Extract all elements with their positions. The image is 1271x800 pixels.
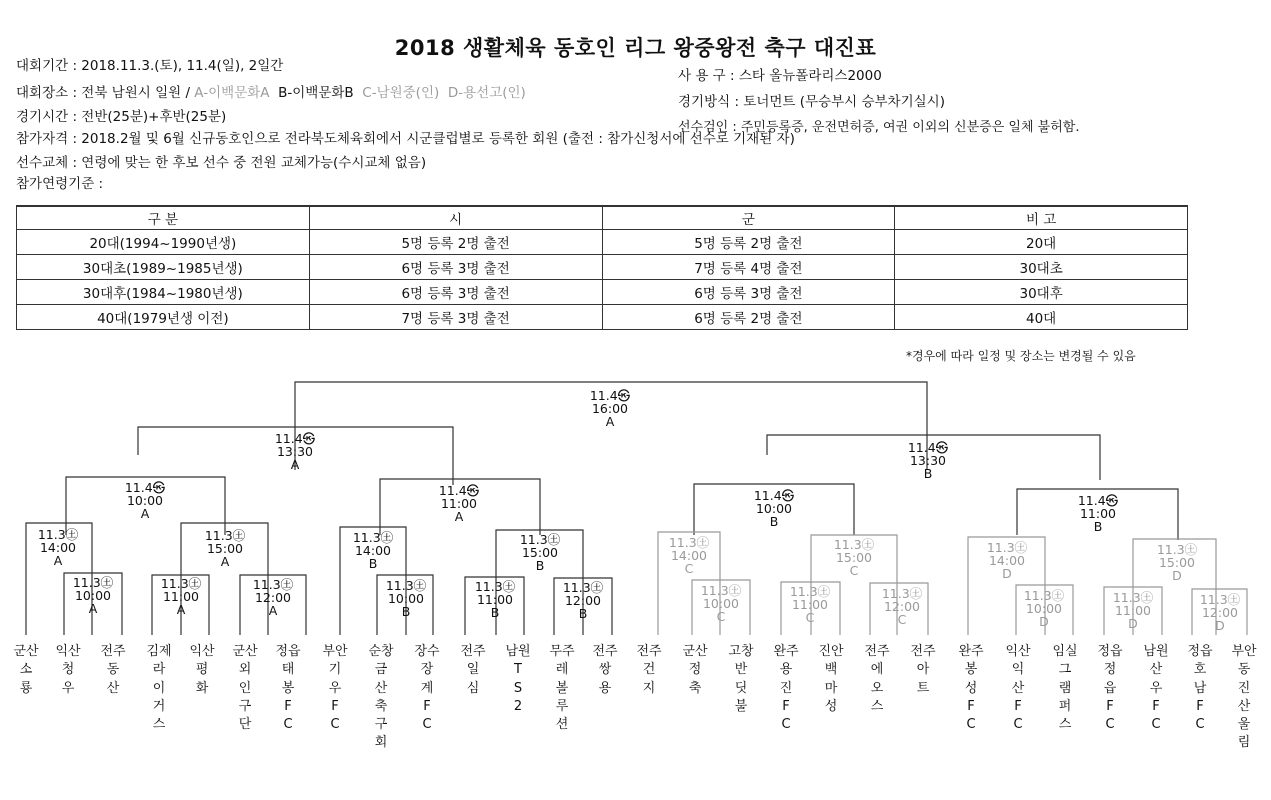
team-name-char: 회: [374, 735, 388, 751]
match-r1-10: [1024, 589, 1064, 628]
team-name-char: 산: [374, 680, 388, 696]
team-name-char: 전주: [636, 644, 662, 659]
team-name-char: 봉: [281, 680, 295, 696]
match-date: 11.3㊏: [881, 586, 923, 601]
team-name-char: 산: [1011, 680, 1025, 696]
team-name-char: 호: [1193, 662, 1207, 678]
team-name-char: 청: [61, 662, 75, 678]
team-name-char: 남원: [1143, 644, 1169, 659]
team-name: [321, 643, 349, 734]
match-r1-8: [790, 585, 830, 624]
match-date: 11.3㊏: [204, 528, 246, 543]
cell: 30대후: [895, 280, 1188, 305]
team-name-char: 마: [824, 680, 838, 696]
team-name-char: F: [1152, 698, 1160, 714]
team-name-char: 계: [420, 680, 434, 696]
match-date: 11.4㉿: [753, 488, 795, 503]
match-time: 12:00: [254, 590, 292, 605]
match-venue: B: [1093, 519, 1103, 534]
match-date: 11.3㊏: [252, 577, 294, 592]
team-name: [1051, 643, 1079, 734]
team-name-char: 심: [466, 680, 480, 696]
team-name-char: 동: [1237, 662, 1251, 678]
cell: 6명 등록 3명 출전: [309, 280, 602, 305]
team-name-char: 전주: [592, 644, 618, 659]
match-r2-7: [987, 541, 1027, 580]
team-name-char: 진: [1237, 680, 1251, 696]
info-game-time: 경기시간 : 전반(25분)+후반(25분): [16, 109, 227, 125]
team-name-char: 림: [1237, 735, 1251, 751]
cell: 5명 등록 2명 출전: [602, 230, 895, 255]
match-time: 12:00: [564, 593, 602, 608]
team-name-char: 전주: [100, 644, 126, 659]
team-name: [863, 643, 891, 716]
team-name-char: 거: [152, 698, 166, 714]
team-name-char: 외: [238, 662, 252, 678]
header-category: 구 분: [17, 206, 310, 230]
match-time: 11:00: [1079, 506, 1117, 521]
team-name-char: 용: [598, 680, 612, 696]
team-name-char: 정읍: [1097, 644, 1123, 659]
match-date: 11.4㉿: [274, 431, 316, 446]
team-name-char: 션: [555, 717, 569, 733]
match-r2-4: [520, 533, 560, 572]
team-name-char: 우: [328, 680, 342, 696]
team-name-char: 소: [19, 662, 33, 678]
team-name-char: 반: [734, 662, 748, 678]
match-time: 10:00: [755, 501, 793, 516]
team-name: [1230, 643, 1258, 753]
team-name-char: 읍: [1103, 680, 1117, 696]
team-name-char: 익산: [55, 644, 81, 659]
team-name-char: 익: [1011, 662, 1025, 678]
team-name-char: 불: [734, 698, 748, 714]
team-name-char: 일: [466, 662, 480, 678]
match-venue: C: [897, 612, 907, 627]
team-name: [727, 643, 755, 716]
team-name-char: 라: [152, 662, 166, 678]
team-name-char: 정: [688, 662, 702, 678]
match-date: 11.3㊏: [1199, 592, 1241, 607]
team-name-char: 퍼: [1058, 698, 1072, 714]
team-name-char: 기: [328, 662, 342, 678]
team-name-char: 정읍: [275, 644, 301, 659]
match-time: 11:00: [1114, 603, 1152, 618]
match-venue: B: [535, 558, 545, 573]
venue-c: C-남원중(인): [362, 85, 440, 101]
team-name: [1186, 643, 1214, 734]
team-name-char: 아: [916, 662, 930, 678]
match-time: 11:00: [476, 592, 514, 607]
team-name-char: T: [514, 662, 522, 678]
team-name-char: C: [283, 717, 293, 733]
team-name: [188, 643, 216, 698]
team-name-char: 산: [1237, 698, 1251, 714]
team-name-char: 완주: [773, 644, 799, 659]
team-name-char: 무주: [549, 644, 575, 659]
match-time: 13:30: [909, 453, 947, 468]
team-name-char: 램: [1058, 680, 1072, 696]
team-name-char: 전주: [460, 644, 486, 659]
match-date: 11.3㊏: [160, 576, 202, 591]
team-name-char: 진안: [818, 644, 844, 659]
venue-prefix: 대회장소 : 전북 남원시 일원 /: [16, 85, 195, 101]
cell: 40대: [895, 305, 1188, 330]
match-venue: B: [401, 604, 411, 619]
cell: 40대(1979년생 이전): [17, 305, 310, 330]
team-name-char: 에: [870, 662, 884, 678]
team-name-char: 정: [1103, 662, 1117, 678]
match-time: 14:00: [39, 540, 77, 555]
match-venue: A: [454, 509, 464, 524]
cell: 6명 등록 3명 출전: [309, 255, 602, 280]
match-venue: D: [1172, 568, 1182, 583]
team-name-char: 진: [779, 680, 793, 696]
team-name-char: 익산: [189, 644, 215, 659]
team-name-char: 평: [195, 662, 209, 678]
team-name-char: F: [423, 698, 431, 714]
cell: 30대초(1989~1985년생): [17, 255, 310, 280]
team-name: [12, 643, 40, 698]
match-venue: B: [923, 466, 933, 481]
cell: 30대초: [895, 255, 1188, 280]
match-venue: D: [1002, 566, 1012, 581]
team-name-char: 구: [238, 698, 252, 714]
team-name-char: F: [782, 698, 790, 714]
team-name-char: 고창: [728, 644, 754, 659]
match-date: 11.4㉿: [124, 480, 166, 495]
match-venue: D: [1215, 618, 1225, 633]
match-time: 10:00: [126, 493, 164, 508]
match-date: 11.3㊏: [700, 583, 742, 598]
match-r1-2: [161, 577, 201, 616]
team-name-char: C: [330, 717, 340, 733]
team-name: [504, 643, 532, 716]
team-name-char: 인: [238, 680, 252, 696]
cell: 30대후(1984~1980년생): [17, 280, 310, 305]
match-time: 10:00: [387, 591, 425, 606]
team-name: [367, 643, 395, 753]
team-name-char: 순창: [368, 644, 394, 659]
team-name-char: 우: [1149, 680, 1163, 696]
team-name: [274, 643, 302, 734]
match-time: 15:00: [521, 545, 559, 560]
match-qf3: [754, 489, 794, 528]
match-r1-7: [701, 584, 741, 623]
team-name-char: 전주: [864, 644, 890, 659]
team-name-char: 남원: [505, 644, 531, 659]
team-name-char: 화: [195, 680, 209, 696]
match-qf2: [439, 484, 479, 523]
team-name: [99, 643, 127, 698]
team-name-char: 전주: [910, 644, 936, 659]
match-venue: C: [849, 563, 859, 578]
team-name-char: 딧: [734, 680, 748, 696]
match-venue: C: [805, 610, 815, 625]
match-time: 14:00: [670, 548, 708, 563]
team-name-char: F: [284, 698, 292, 714]
match-venue: C: [716, 609, 726, 624]
team-name: [957, 643, 985, 734]
match-date: 11.3㊏: [72, 575, 114, 590]
team-name-char: 지: [642, 680, 656, 696]
match-date: 11.3㊏: [519, 532, 561, 547]
team-name-char: 울: [1237, 717, 1251, 733]
match-date: 11.3㊏: [37, 527, 79, 542]
info-age-basis: 참가연령기준 :: [16, 176, 104, 192]
team-name-char: 2: [513, 698, 523, 714]
match-venue: A: [268, 603, 278, 618]
match-venue: B: [578, 606, 588, 621]
venue-d: D-용선고(인): [447, 85, 526, 101]
cell: 20대(1994~1990년생): [17, 230, 310, 255]
team-name-char: 백: [824, 662, 838, 678]
match-venue: A: [290, 457, 300, 472]
team-name-char: 루: [555, 698, 569, 714]
match-venue: C: [684, 561, 694, 576]
match-time: 12:00: [1201, 605, 1239, 620]
team-name-char: F: [1106, 698, 1114, 714]
team-name-char: 오: [870, 680, 884, 696]
team-name-char: 산: [106, 680, 120, 696]
match-venue: A: [605, 414, 615, 429]
match-date: 11.3㊏: [562, 580, 604, 595]
team-name-char: F: [1196, 698, 1204, 714]
team-name-char: 성: [964, 680, 978, 696]
match-time: 13:30: [276, 444, 314, 459]
match-r1-5: [475, 580, 515, 619]
team-name-char: C: [781, 717, 791, 733]
team-name: [681, 643, 709, 698]
match-r1-3: [253, 578, 293, 617]
team-name-char: C: [1151, 717, 1161, 733]
team-name-char: 용: [779, 662, 793, 678]
team-name-char: 스: [870, 698, 884, 714]
match-date: 11.3㊏: [833, 537, 875, 552]
match-date: 11.3㊏: [1112, 590, 1154, 605]
team-name-char: 단: [238, 717, 252, 733]
match-semi-right: [908, 441, 948, 480]
team-name: [591, 643, 619, 698]
match-venue: A: [220, 554, 230, 569]
team-name-char: 금: [374, 662, 388, 678]
header-county: 군: [602, 206, 895, 230]
match-r1-6: [563, 581, 603, 620]
info-id-check: 선수검인 : 주민등록증, 운전면허증, 여권 이외의 신분증은 일체 불허함.: [678, 120, 1080, 135]
match-date: 11.4㉿: [1077, 493, 1119, 508]
team-name: [548, 643, 576, 734]
team-name-char: 그: [1058, 662, 1072, 678]
match-time: 12:00: [883, 599, 921, 614]
team-name-char: 장: [420, 662, 434, 678]
team-name: [1004, 643, 1032, 734]
team-name: [772, 643, 800, 734]
match-r2-8: [1157, 543, 1197, 582]
match-venue: B: [490, 605, 500, 620]
team-name: [1142, 643, 1170, 734]
match-time: 11:00: [791, 597, 829, 612]
team-name-char: 축: [374, 698, 388, 714]
team-name-char: 볼: [555, 680, 569, 696]
team-name-char: 룡: [19, 680, 33, 696]
team-name: [1096, 643, 1124, 734]
match-semi-left: [275, 432, 315, 471]
info-substitution: 선수교체 : 연령에 맞는 한 후보 선수 중 전원 교체가능(수시교체 없음): [16, 155, 427, 171]
team-name: [459, 643, 487, 698]
match-time: 14:00: [988, 553, 1026, 568]
schedule-note: *경우에 따라 일정 및 장소는 변경될 수 있음: [906, 349, 1136, 363]
team-name-char: 익산: [1005, 644, 1031, 659]
team-name-char: 장수: [414, 644, 440, 659]
match-time: 10:00: [74, 588, 112, 603]
match-r1-4: [386, 579, 426, 618]
match-r2-5: [669, 536, 709, 575]
match-time: 15:00: [206, 541, 244, 556]
team-name-char: C: [1195, 717, 1205, 733]
team-name: [635, 643, 663, 698]
match-time: 10:00: [702, 596, 740, 611]
team-name-char: 우: [61, 680, 75, 696]
team-name-char: 스: [152, 717, 166, 733]
team-name: [909, 643, 937, 698]
team-name: [817, 643, 845, 716]
info-format: 경기방식 : 토너먼트 (무승부시 승부차기실시): [678, 94, 945, 110]
match-time: 10:00: [1025, 601, 1063, 616]
cell: 7명 등록 4명 출전: [602, 255, 895, 280]
team-name-char: 성: [824, 698, 838, 714]
team-name-char: 군산: [13, 644, 39, 659]
info-period: 대회기간 : 2018.11.3.(토), 11.4(일), 2일간: [16, 58, 284, 74]
match-time: 11:00: [440, 496, 478, 511]
team-name-char: 봉: [964, 662, 978, 678]
info-eligibility: 참가자격 : 2018.2월 및 6월 신규동호인으로 전라북도체육회에서 시군클럽별로 등록한 회원 (출전 : 참가신청서에 선수로 기재된 자): [16, 131, 795, 147]
match-time: 15:00: [1158, 555, 1196, 570]
team-name: [231, 643, 259, 734]
match-r2-6: [834, 538, 874, 577]
match-venue: A: [53, 553, 63, 568]
team-name-char: 완주: [958, 644, 984, 659]
team-name-char: 스: [1058, 717, 1072, 733]
team-name: [54, 643, 82, 698]
team-name-char: 레: [555, 662, 569, 678]
venue-b: B-이백문화B: [278, 85, 354, 101]
header-remark: 비 고: [895, 206, 1188, 230]
match-date: 11.3㊏: [668, 535, 710, 550]
match-time: 11:00: [162, 589, 200, 604]
match-date: 11.4㉿: [907, 440, 949, 455]
match-venue: B: [769, 514, 779, 529]
team-name-char: 축: [688, 680, 702, 696]
match-r1-1: [73, 576, 113, 615]
page-title: 2018 생활체육 동호인 리그 왕중왕전 축구 대진표: [394, 36, 877, 60]
match-date: 11.3㊏: [789, 584, 831, 599]
match-r1-11: [1113, 591, 1153, 630]
match-venue: A: [176, 602, 186, 617]
match-date: 11.3㊏: [352, 530, 394, 545]
match-qf4: [1078, 494, 1118, 533]
match-date: 11.3㊏: [986, 540, 1028, 555]
team-name-char: C: [966, 717, 976, 733]
header-city: 시: [309, 206, 602, 230]
match-final: [590, 389, 630, 428]
team-name-char: C: [1105, 717, 1115, 733]
info-equipment: 사 용 구 : 스타 올뉴폴라리스2000: [678, 68, 882, 84]
team-name-char: 군산: [682, 644, 708, 659]
match-r2-2: [205, 529, 245, 568]
match-date: 11.4㉿: [438, 483, 480, 498]
match-date: 11.3㊏: [1156, 542, 1198, 557]
match-venue: B: [368, 556, 378, 571]
team-name-char: C: [422, 717, 432, 733]
match-r1-12: [1200, 593, 1240, 632]
match-date: 11.3㊏: [474, 579, 516, 594]
match-qf1: [125, 481, 165, 520]
team-name-char: F: [331, 698, 339, 714]
venue-a: A-이백문화A: [194, 85, 270, 101]
team-name: [145, 643, 173, 734]
team-name-char: 정읍: [1187, 644, 1213, 659]
team-name-char: 부안: [322, 644, 348, 659]
match-venue: A: [140, 506, 150, 521]
team-name-char: 구: [374, 717, 388, 733]
match-time: 15:00: [835, 550, 873, 565]
team-name-char: 태: [281, 662, 295, 678]
team-name-char: 산: [1149, 662, 1163, 678]
team-name-char: 이: [152, 680, 166, 696]
match-time: 14:00: [354, 543, 392, 558]
cell: 5명 등록 2명 출전: [309, 230, 602, 255]
match-r2-1: [38, 528, 78, 567]
cell: 7명 등록 3명 출전: [309, 305, 602, 330]
team-name-char: 동: [106, 662, 120, 678]
match-date: 11.4㉿: [589, 388, 631, 403]
team-name: [413, 643, 441, 734]
team-name-char: S: [513, 680, 523, 696]
team-name-char: 건: [642, 662, 656, 678]
match-date: 11.3㊏: [385, 578, 427, 593]
cell: 6명 등록 2명 출전: [602, 305, 895, 330]
match-r2-3: [353, 531, 393, 570]
team-name-char: C: [1013, 717, 1023, 733]
match-venue: D: [1039, 614, 1049, 629]
team-name-char: 부안: [1231, 644, 1257, 659]
team-name-char: 트: [916, 680, 930, 696]
match-venue: D: [1128, 616, 1138, 631]
cell: 6명 등록 3명 출전: [602, 280, 895, 305]
cell: 20대: [895, 230, 1188, 255]
team-name-char: 쌍: [598, 662, 612, 678]
team-name-char: 남: [1193, 680, 1207, 696]
team-name-char: 임실: [1052, 644, 1078, 659]
team-name-char: 김제: [146, 644, 172, 659]
team-name-char: 군산: [232, 644, 258, 659]
match-r1-9: [882, 587, 922, 626]
team-name-char: F: [1014, 698, 1022, 714]
match-date: 11.3㊏: [1023, 588, 1065, 603]
team-name-char: F: [967, 698, 975, 714]
match-time: 16:00: [591, 401, 629, 416]
match-venue: A: [88, 601, 98, 616]
